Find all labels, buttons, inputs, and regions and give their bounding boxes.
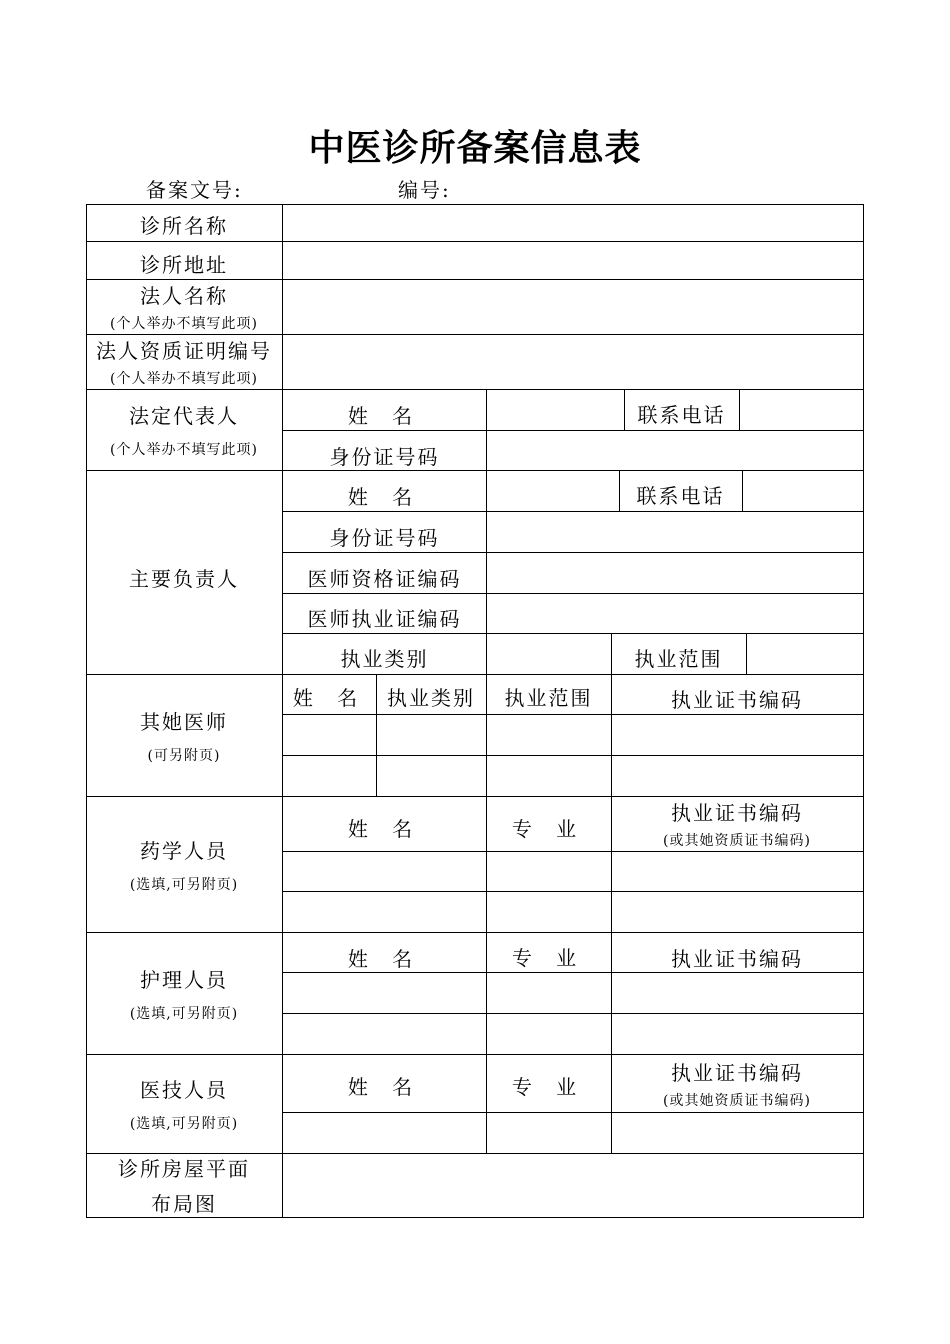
nursing-staff-label: 护理人员	[140, 967, 228, 992]
pharmacy-col-name: 姓 名	[347, 816, 422, 841]
nursing-staff-cell	[86, 932, 282, 1054]
nursing-staff-note: (选填,可另附页)	[129, 1005, 239, 1022]
legal-entity-cert-label: 法人资质证明编号	[96, 339, 272, 363]
floor-plan-label-line2: 布局图	[151, 1192, 217, 1216]
legal-rep-name-label: 姓 名	[347, 403, 422, 428]
floor-plan-cell	[86, 1153, 282, 1217]
responsible-phone-label: 联系电话	[636, 484, 725, 508]
responsible-id-field[interactable]	[488, 513, 862, 551]
legal-entity-cert-note: (个人举办不填写此项)	[110, 371, 258, 387]
medtech-staff-label: 医技人员	[140, 1078, 228, 1102]
medtech-col-license-note: (或其她资质证书编码)	[663, 1092, 811, 1109]
table-border	[86, 1217, 864, 1218]
medtech-col-license-cell	[611, 1054, 863, 1112]
table-row-divider	[283, 891, 864, 892]
legal-representative-cell	[86, 389, 282, 470]
nursing-col-major: 专 业	[511, 945, 586, 970]
nursing-col-name: 姓 名	[347, 946, 422, 971]
legal-entity-name-field[interactable]	[284, 281, 862, 333]
responsible-name-label: 姓 名	[347, 484, 422, 509]
legal-rep-phone-label: 联系电话	[637, 403, 726, 427]
legal-entity-cert-cell	[86, 334, 282, 389]
medtech-staff-cell	[86, 1054, 282, 1153]
responsible-practice-category-label: 执业类别	[340, 647, 429, 671]
table-column-divider	[486, 389, 487, 430]
record-number-label: 备案文号:	[146, 178, 243, 202]
legal-entity-name-label: 法人名称	[140, 284, 228, 308]
doctors-col-scope: 执业范围	[504, 685, 593, 710]
legal-representative-note: (个人举办不填写此项)	[110, 442, 258, 458]
serial-number-label: 编号:	[398, 178, 451, 202]
legal-rep-phone-field[interactable]	[741, 391, 862, 429]
other-doctors-note: (可另附页)	[147, 747, 221, 764]
responsible-practice-cert-field[interactable]	[488, 595, 862, 632]
responsible-practice-scope-field[interactable]	[748, 635, 862, 673]
clinic-address-field[interactable]	[284, 243, 862, 278]
legal-entity-name-note: (个人举办不填写此项)	[110, 316, 258, 332]
responsible-practice-scope-label: 执业范围	[634, 647, 723, 671]
legal-entity-name-cell	[86, 279, 282, 334]
table-row-divider	[283, 755, 864, 756]
floor-plan-field[interactable]	[284, 1155, 862, 1216]
table-row-divider	[283, 1013, 864, 1014]
doctors-col-category: 执业类别	[387, 685, 475, 710]
clinic-address-label: 诊所地址	[140, 252, 228, 277]
clinic-name-label: 诊所名称	[140, 214, 228, 238]
responsible-phone-field[interactable]	[744, 472, 862, 510]
responsible-practice-cert-label: 医师执业证编码	[307, 606, 462, 631]
table-border	[863, 204, 864, 1218]
pharmacy-col-license-cell	[611, 796, 863, 851]
page-title: 中医诊所备案信息表	[308, 127, 642, 169]
table-column-divider	[486, 430, 487, 470]
pharmacy-col-major: 专 业	[511, 816, 586, 841]
pharmacy-col-license-note: (或其她资质证书编码)	[663, 833, 811, 849]
responsible-qualification-label: 医师资格证编码	[307, 566, 462, 591]
responsible-practice-category-field[interactable]	[488, 635, 610, 673]
medtech-staff-note: (选填,可另附页)	[129, 1116, 239, 1132]
pharmacy-staff-label: 药学人员	[140, 838, 228, 863]
legal-rep-id-field[interactable]	[488, 432, 862, 469]
other-doctors-cell	[86, 674, 282, 796]
legal-rep-id-label: 身份证号码	[329, 444, 440, 469]
medtech-col-major: 专 业	[511, 1074, 586, 1099]
legal-representative-label: 法定代表人	[129, 404, 239, 428]
pharmacy-staff-note: (选填,可另附页)	[129, 876, 239, 893]
table-column-divider	[486, 470, 487, 674]
floor-plan-label-line1: 诊所房屋平面	[118, 1157, 250, 1181]
responsible-qualification-field[interactable]	[488, 554, 862, 592]
nursing-col-license: 执业证书编码	[671, 946, 803, 971]
doctors-col-license: 执业证书编码	[671, 687, 803, 712]
table-column-divider	[746, 633, 747, 674]
doctors-col-name: 姓 名	[292, 685, 367, 710]
medtech-col-license: 执业证书编码	[671, 1060, 803, 1085]
pharmacy-col-license: 执业证书编码	[671, 801, 803, 825]
main-responsible-label: 主要负责人	[129, 566, 239, 591]
legal-entity-cert-field[interactable]	[284, 336, 862, 388]
table-column-divider	[739, 389, 740, 430]
clinic-name-field[interactable]	[284, 206, 862, 240]
table-column-divider	[742, 470, 743, 511]
legal-rep-name-field[interactable]	[488, 391, 623, 429]
pharmacy-staff-cell	[86, 796, 282, 932]
responsible-name-field[interactable]	[488, 472, 618, 510]
medtech-col-name: 姓 名	[347, 1074, 422, 1099]
other-doctors-label: 其她医师	[140, 709, 228, 734]
responsible-id-label: 身份证号码	[329, 525, 440, 550]
